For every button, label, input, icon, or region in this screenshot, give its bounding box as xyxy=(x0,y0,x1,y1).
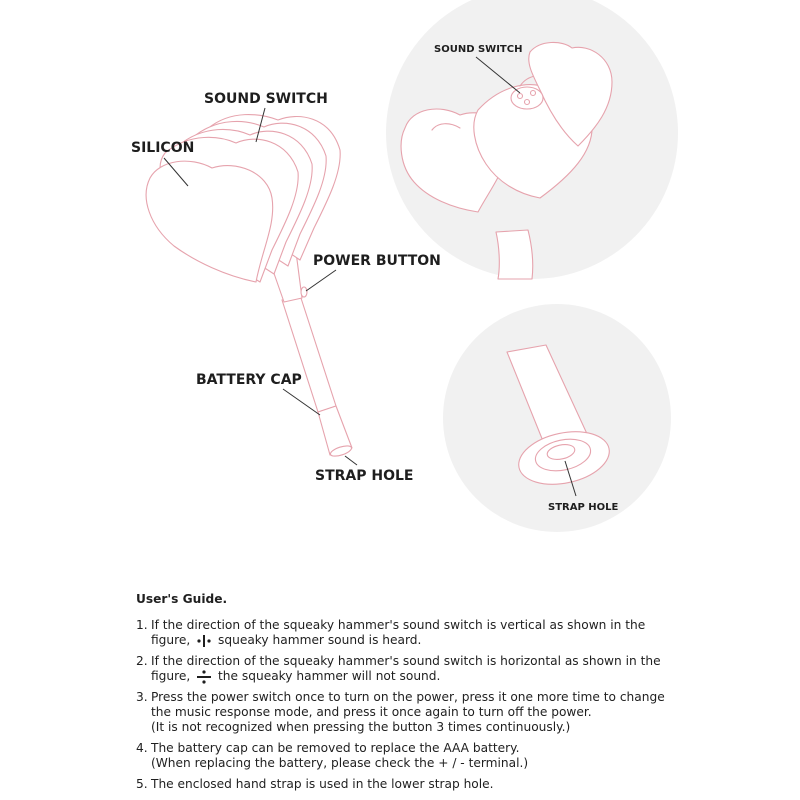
guide-item-text: the squeaky hammer will not sound. xyxy=(218,669,441,683)
guide-item-text: The enclosed hand strap is used in the lower strap hole. xyxy=(151,777,494,791)
svg-text:BATTERY CAP: BATTERY CAP xyxy=(196,372,302,388)
svg-text:STRAP HOLE: STRAP HOLE xyxy=(548,502,619,513)
guide-item-number: 4. xyxy=(136,741,148,755)
users-guide xyxy=(136,592,696,798)
guide-item-number: 3. xyxy=(136,690,148,704)
guide-item-4 xyxy=(136,741,696,771)
guide-title: User's Guide. xyxy=(136,592,228,606)
guide-item-1 xyxy=(136,618,696,648)
hammer-illustration xyxy=(146,115,353,459)
guide-item-text: figure, xyxy=(151,669,191,683)
callout-power-button xyxy=(306,253,441,291)
guide-item-text: squeaky hammer sound is heard. xyxy=(218,633,422,647)
guide-item-text: Press the power switch once to turn on the power, press it one more time to change xyxy=(151,690,665,704)
guide-item-number: 2. xyxy=(136,654,148,668)
guide-item-text: figure, xyxy=(151,633,191,647)
svg-text:POWER BUTTON: POWER BUTTON xyxy=(313,253,441,269)
svg-text:SOUND SWITCH: SOUND SWITCH xyxy=(204,91,328,107)
guide-item-text: (When replacing the battery, please check the + / - terminal.) xyxy=(151,756,529,770)
switch-vertical-icon xyxy=(197,635,211,647)
switch-horizontal-icon xyxy=(197,670,211,684)
guide-item-number: 5. xyxy=(136,777,148,791)
svg-text:SILICON: SILICON xyxy=(131,140,195,156)
guide-item-text: If the direction of the squeaky hammer's sound switch is horizontal as shown in the xyxy=(151,654,661,668)
guide-item-5 xyxy=(136,777,696,792)
guide-item-text: the music response mode, and press it once again to turn off the power. xyxy=(151,705,592,719)
svg-text:STRAP HOLE: STRAP HOLE xyxy=(315,468,414,484)
guide-item-number: 1. xyxy=(136,618,148,632)
guide-item-2 xyxy=(136,654,696,684)
callout-battery-cap xyxy=(196,372,320,415)
detail-circle-strap-hole xyxy=(443,304,671,532)
svg-text:SOUND SWITCH: SOUND SWITCH xyxy=(434,44,523,55)
guide-item-text: (It is not recognized when pressing the button 3 times continuously.) xyxy=(151,720,571,734)
guide-item-text: The battery cap can be removed to replace the AAA battery. xyxy=(151,741,520,755)
guide-item-text: If the direction of the squeaky hammer's sound switch is vertical as shown in the xyxy=(151,618,646,632)
guide-item-3 xyxy=(136,690,696,735)
guide-list xyxy=(136,618,696,792)
detail-circle-sound-switch xyxy=(386,0,678,279)
callout-strap-hole xyxy=(315,456,414,484)
